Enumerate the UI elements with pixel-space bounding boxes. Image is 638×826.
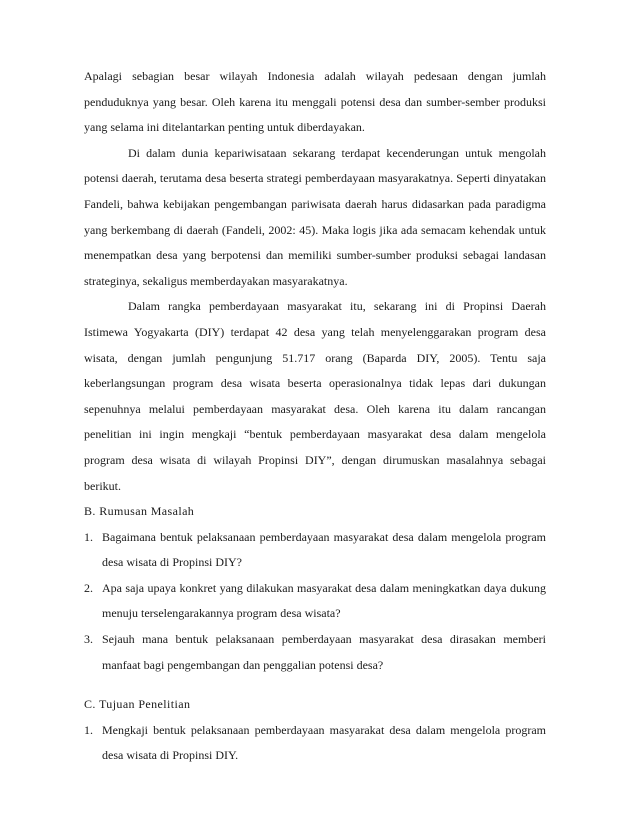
list-tujuan-penelitian [84, 718, 546, 769]
list-item-number: 3. [84, 632, 93, 647]
list-item-number: 1. [84, 529, 93, 544]
list-item [84, 576, 546, 627]
list-item [84, 718, 546, 769]
list-item [84, 525, 546, 576]
heading-tujuan-penelitian: C. Tujuan Penelitian [84, 697, 191, 712]
list-item-number: 2. [84, 580, 93, 595]
list-item-text: Mengkaji bentuk pelaksanaan pemberdayaan masyarakat desa dalam mengelola program desa wisata di Propinsi DIY. [102, 722, 546, 763]
list-item-number: 1. [84, 722, 93, 737]
paragraph-tourism-trend: Di dalam dunia kepariwisataan sekarang terdapat kecenderungan untuk mengolah potensi daerah, terutama desa beserta strategi pemberdayaan masyarakatnya. Seperti dinyatakan Fandeli, bahwa kebijakan pengembangan pariwisata daerah harus didasarkan pada paradigma yang berkembang di daerah (Fandeli, 2002: 45). Maka logis jika ada semacam kehendak untuk menempatkan desa yang berpotensi dan memiliki sumber-sumber produksi sebagai landasan strateginya, sekaligus memberdayakan masyarakatnya. [84, 145, 546, 288]
document-page [84, 64, 546, 769]
paragraph-intro: Apalagi sebagian besar wilayah Indonesia adalah wilayah pedesaan dengan jumlah penduduknya yang besar. Oleh karena itu menggali potensi desa dan sumber-sember produksi yang selama ini ditelantarkan penting untuk diberdayakan. [84, 69, 546, 135]
paragraph-diy-context: Dalam rangka pemberdayaan masyarakat itu, sekarang ini di Propinsi Daerah Istimewa Yogyakarta (DIY) terdapat 42 desa yang telah menyelenggarakan program desa wisata, dengan jumlah pengunjung 51.717 orang (Baparda DIY, 2005). Tentu saja keberlangsungan program desa wisata beserta operasionalnya tidak lepas dari dukungan sepenuhnya melalui pemberdayaan masyarakat desa. Oleh karena itu dalam rancangan penelitian ini ingin mengkaji “bentuk pemberdayaan masyarakat desa dalam mengelola program desa wisata di wilayah Propinsi DIY”, dengan dirumuskan masalahnya sebagai berikut. [84, 299, 546, 493]
list-item-text: Apa saja upaya konkret yang dilakukan masyarakat desa dalam meningkatkan daya dukung menuju terselengarakannya program desa wisata? [102, 580, 546, 621]
list-item [84, 627, 546, 678]
list-item-text: Sejauh mana bentuk pelaksanaan pemberdayaan masyarakat desa dirasakan memberi manfaat bagi pengembangan dan penggalian potensi desa? [102, 632, 546, 672]
list-rumusan-masalah [84, 525, 546, 679]
heading-rumusan-masalah: B. Rumusan Masalah [84, 504, 195, 519]
list-item-text: Bagaimana bentuk pelaksanaan pemberdayaan masyarakat desa dalam mengelola program desa wisata di Propinsi DIY? [102, 529, 546, 570]
